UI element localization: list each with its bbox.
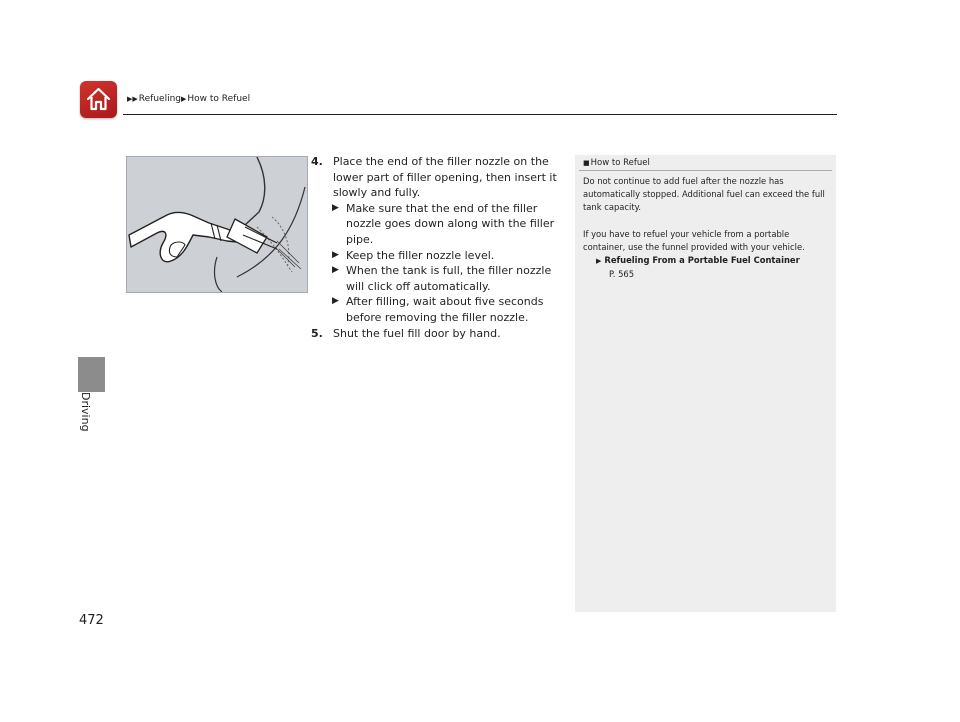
cross-reference-icon: ▶ <box>596 257 602 266</box>
step-4 <box>311 154 561 201</box>
bullet-arrow-icon: ▶ <box>332 265 339 276</box>
fuel-nozzle-illustration <box>126 156 308 293</box>
bullet-text: Make sure that the end of the filler nozzle goes down along with the filler pipe. <box>346 201 555 246</box>
home-icon <box>85 86 112 113</box>
note-marker-icon: ■ <box>583 159 590 167</box>
breadcrumb-refueling[interactable]: Refueling <box>138 94 181 104</box>
breadcrumb-how-to-refuel[interactable]: How to Refuel <box>187 94 251 104</box>
step-number: 4. <box>311 155 323 168</box>
section-tab-label: Driving <box>79 392 92 432</box>
breadcrumb-arrow-icon: ▶ <box>181 95 187 103</box>
bullet-text: After filling, wait about five seconds before removing the filler nozzle. <box>346 295 544 324</box>
home-button[interactable] <box>80 81 117 118</box>
breadcrumb <box>127 94 250 104</box>
section-tab[interactable] <box>78 357 105 392</box>
bullet-arrow-icon: ▶ <box>332 296 339 307</box>
step-text: Shut the fuel fill door by hand. <box>333 326 501 340</box>
cross-reference-title[interactable]: Refueling From a Portable Fuel Container <box>604 255 800 266</box>
cross-reference-page[interactable]: P. 565 <box>609 269 635 280</box>
bullet-item <box>311 263 561 294</box>
sidebar-paragraph: If you have to refuel your vehicle from a portable container, use the funnel provided with your vehicle. <box>583 228 805 252</box>
breadcrumb-arrows-icon: ▶▶ <box>127 95 138 103</box>
bullet-text: When the tank is full, the filler nozzle will click off automatically. <box>346 264 552 293</box>
step-number: 5. <box>311 326 323 340</box>
fuel-nozzle-image <box>127 157 307 292</box>
header-rule <box>123 114 837 115</box>
bullet-item <box>311 294 561 325</box>
notes-sidebar <box>575 155 836 612</box>
bullet-item <box>311 201 561 248</box>
sidebar-body <box>583 175 833 281</box>
bullet-arrow-icon: ▶ <box>332 202 339 213</box>
step-text: Place the end of the filler nozzle on the lower part of filler opening, then insert it slowly and fully. <box>333 155 557 200</box>
page-number: 472 <box>79 613 104 628</box>
step-5 <box>311 326 561 342</box>
sidebar-title <box>583 158 650 168</box>
sidebar-rule <box>579 170 832 171</box>
bullet-text: Keep the filler nozzle level. <box>346 248 495 262</box>
sidebar-title-text: How to Refuel <box>590 158 650 168</box>
sidebar-paragraph: Do not continue to add fuel after the nozzle has automatically stopped. Additional fuel can exceed the full tank capacity. <box>583 176 825 213</box>
cross-reference-link[interactable] <box>583 254 833 268</box>
bullet-item <box>311 248 561 264</box>
bullet-arrow-icon: ▶ <box>332 249 339 260</box>
refuel-steps <box>311 154 561 341</box>
